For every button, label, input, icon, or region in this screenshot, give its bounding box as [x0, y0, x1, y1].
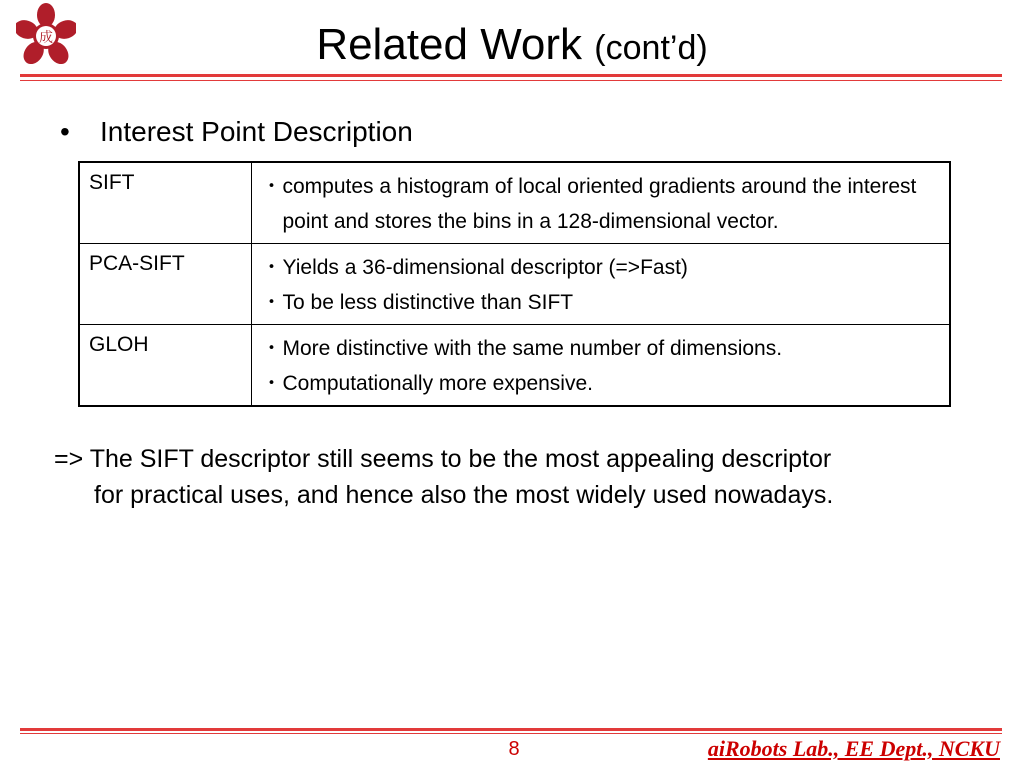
conclusion-line-2: for practical uses, and hence also the most widely used nowadays. [94, 481, 834, 509]
conclusion-line-1: => The SIFT descriptor still seems to be the most appealing descriptor [54, 445, 832, 473]
bullet-marker: • [60, 116, 70, 147]
list-item [261, 285, 941, 320]
list-item [261, 331, 941, 366]
page-number: 8 [508, 738, 520, 760]
item-text: Computationally more expensive. [282, 372, 593, 395]
descriptor-table [78, 161, 951, 407]
header-rule-thick [20, 74, 1002, 77]
logo-glyph: 成 [39, 30, 53, 46]
conclusion-text [54, 441, 974, 513]
table-row [79, 244, 950, 325]
descriptor-notes [251, 162, 950, 244]
descriptor-name: GLOH [79, 325, 251, 407]
item-text: To be less distinctive than SIFT [282, 291, 574, 314]
table-row [79, 162, 950, 244]
item-marker: ・ [261, 256, 282, 279]
bullet-text: Interest Point Description [100, 116, 413, 147]
item-marker: ・ [261, 372, 282, 395]
table-row [79, 325, 950, 407]
title-main: Related Work [316, 20, 583, 69]
list-item [261, 169, 941, 239]
descriptor-notes [251, 325, 950, 407]
item-text: Yields a 36-dimensional descriptor (=>Fast) [282, 256, 688, 279]
slide-title [0, 18, 1024, 75]
header-rule-thin [20, 80, 1002, 81]
footer-lab-name: aiRobots Lab., EE Dept., NCKU [707, 736, 1000, 761]
item-text: computes a histogram of local oriented gradients around the interest point and stores the bins in a 128-dimensional vector. [282, 175, 917, 233]
title-sub: (cont’d) [594, 29, 708, 67]
bullet-heading [60, 112, 413, 152]
item-marker: ・ [261, 291, 282, 314]
item-marker: ・ [261, 175, 282, 198]
descriptor-name: SIFT [79, 162, 251, 244]
footer-rule-thin [20, 733, 1002, 734]
list-item [261, 250, 941, 285]
descriptor-name: PCA-SIFT [79, 244, 251, 325]
footer-rule-thick [20, 728, 1002, 731]
descriptor-notes [251, 244, 950, 325]
item-marker: ・ [261, 337, 282, 360]
item-text: More distinctive with the same number of dimensions. [282, 337, 783, 360]
list-item [261, 366, 941, 401]
